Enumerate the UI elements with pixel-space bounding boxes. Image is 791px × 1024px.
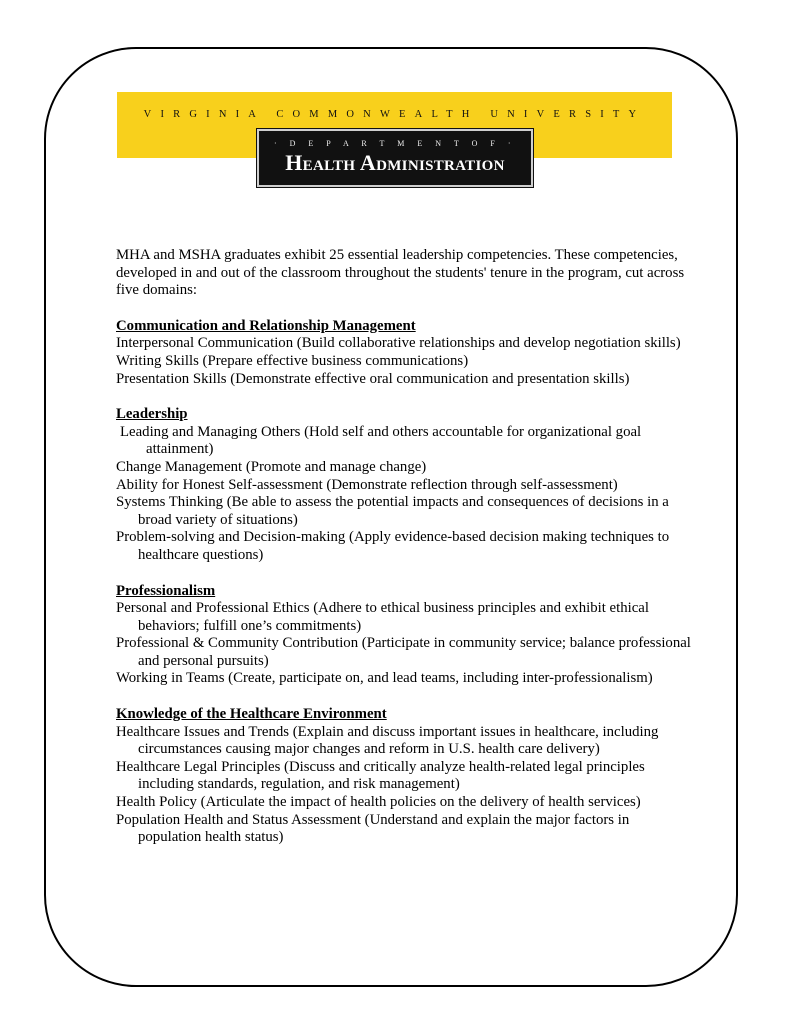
competency-item: Interpersonal Communication (Build collaborative relationships and develop negotiation skills) <box>116 335 681 352</box>
university-name: VIRGINIA COMMONWEALTH UNIVERSITY <box>143 109 646 120</box>
competency-item: Personal and Professional Ethics (Adhere to ethical business principles and exhibit ethical behaviors; fulfill one’s commitments) <box>116 600 649 634</box>
department-logo <box>257 129 533 187</box>
section-communication <box>116 318 696 388</box>
competency-item: Professional & Community Contribution (Participate in community service; balance professional and personal pursuits) <box>116 635 691 669</box>
intro-paragraph: MHA and MSHA graduates exhibit 25 essential leadership competencies. These competencies, developed in and out of the classroom throughout the students' tenure in the program, cut across five domains: <box>116 247 685 299</box>
competencies-content <box>116 247 696 865</box>
competency-item: Writing Skills (Prepare effective business communications) <box>116 352 469 369</box>
department-name: Health Administration <box>285 150 505 175</box>
section-leadership <box>116 406 696 564</box>
section-heading: Professionalism <box>116 582 216 599</box>
section-professionalism <box>116 583 696 689</box>
section-heading: Communication and Relationship Management <box>116 317 416 334</box>
section-heading: Leadership <box>116 406 188 423</box>
competency-item: Problem-solving and Decision-making (Apply evidence-based decision making techniques to healthcare questions) <box>116 529 670 563</box>
competency-item: Change Management (Promote and manage change) <box>116 458 427 475</box>
competency-item: Working in Teams (Create, participate on, and lead teams, including inter-professionalism) <box>116 670 653 687</box>
competency-item: Systems Thinking (Be able to assess the potential impacts and consequences of decisions in a broad variety of situations) <box>116 494 669 528</box>
competency-item: Health Policy (Articulate the impact of health policies on the delivery of health services) <box>116 794 641 811</box>
competency-item: Presentation Skills (Demonstrate effective oral communication and presentation skills) <box>116 370 630 387</box>
section-healthcare-environment <box>116 706 696 847</box>
competency-item: Leading and Managing Others (Hold self and others accountable for organizational goal attainment) <box>120 423 642 458</box>
section-heading: Knowledge of the Healthcare Environment <box>116 706 387 723</box>
competency-item: Healthcare Legal Principles (Discuss and critically analyze health-related legal principles including standards, regulation, and risk management) <box>116 758 645 793</box>
department-prefix: · D E P A R T M E N T O F · <box>273 139 517 148</box>
competency-item: Population Health and Status Assessment (Understand and explain the major factors in population health status) <box>116 811 630 846</box>
competency-item: Healthcare Issues and Trends (Explain and discuss important issues in healthcare, including circumstances causing major changes and reform in U.S. health care delivery) <box>116 723 659 758</box>
competency-item: Ability for Honest Self-assessment (Demonstrate reflection through self-assessment) <box>116 476 618 493</box>
